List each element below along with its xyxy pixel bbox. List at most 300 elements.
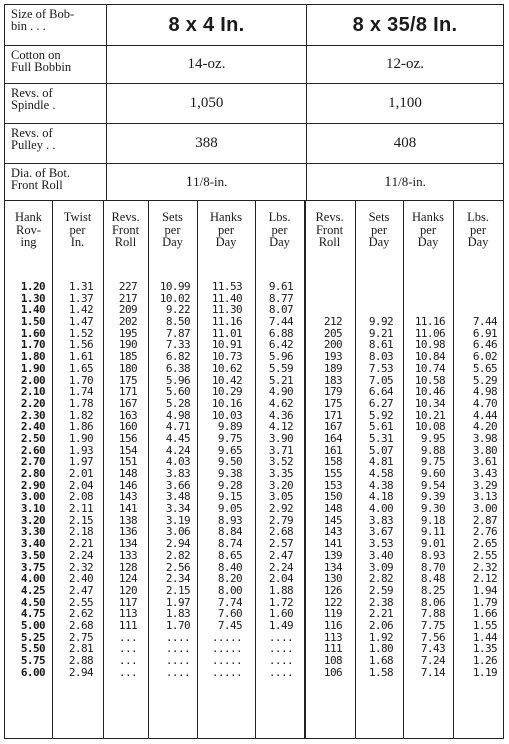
table-cell: 5.28 [165, 396, 190, 410]
col-hank-roving [7, 281, 45, 678]
table-cell: 2.10 [20, 385, 45, 399]
table-cell: 5.61 [368, 420, 393, 434]
table-cell: 6.27 [368, 396, 393, 410]
table-cell: 9.65 [217, 443, 242, 457]
table-cell: 9.28 [217, 478, 242, 492]
table-cell: 167 [118, 396, 137, 410]
table-cell: 1.56 [68, 338, 93, 352]
table-cell: 2.75 [68, 630, 93, 644]
table-cell: 4.00 [20, 572, 45, 586]
table-cell: 8.93 [217, 513, 242, 527]
table-cell: 1.80 [20, 350, 45, 364]
table-cell: .... [165, 665, 190, 679]
table-cell: 8.74 [217, 537, 242, 551]
col-lbs-b [455, 281, 497, 678]
table-cell: 8.20 [217, 572, 242, 586]
table-cell: 4.58 [368, 467, 393, 480]
table-cell: 3.66 [165, 478, 190, 492]
table-cell: 2.82 [165, 548, 190, 562]
table-cell: 1.78 [68, 396, 93, 410]
table-cell: 3.20 [268, 478, 293, 492]
bobbin-size-b: 8 x 3 5/8 In. [352, 13, 458, 36]
table-cell: 3.10 [20, 502, 45, 516]
table-cell: 3.30 [20, 525, 45, 539]
table-cell: 3.13 [472, 490, 497, 504]
header-row-pulley [5, 124, 503, 164]
table-cell: 11.16 [414, 315, 445, 329]
table-cell: 195 [118, 326, 137, 340]
col-revs-a [105, 281, 137, 678]
table-cell: 2.79 [268, 513, 293, 527]
table-cell: 11.06 [414, 326, 445, 340]
table-cell [357, 293, 393, 305]
table-cell: 150 [323, 490, 342, 504]
table-cell: 2.01 [68, 467, 93, 480]
table-cell: 1.90 [20, 361, 45, 375]
table-cell: 2.57 [268, 537, 293, 551]
table-cell: 1.97 [68, 455, 93, 469]
table-cell: 3.52 [268, 455, 293, 469]
table-cell: 1.70 [68, 373, 93, 387]
table-cell: 10.58 [414, 373, 445, 387]
table-cell: 126 [323, 583, 342, 597]
table-cell: 8.93 [420, 548, 445, 562]
table-cell: ..... [211, 630, 242, 644]
table-cell: 1.66 [472, 607, 497, 621]
table-cell: ... [118, 630, 137, 644]
table-cell: 4.18 [368, 490, 393, 504]
table-cell: 2.55 [68, 595, 93, 609]
table-cell: 122 [323, 595, 342, 609]
table-cell: 141 [118, 502, 137, 516]
table-cell: 145 [323, 513, 342, 527]
table-cell: 3.35 [268, 467, 293, 480]
table-cell: 7.75 [420, 618, 445, 632]
table-cell: 9.39 [420, 490, 445, 504]
table-cell: 4.98 [472, 385, 497, 399]
table-cell: 7.87 [165, 326, 190, 340]
table-cell: 1.97 [165, 595, 190, 609]
table-cell: 153 [323, 478, 342, 492]
pulley-b: 408 [393, 135, 417, 151]
col-divider [103, 201, 104, 738]
table-cell [455, 293, 497, 305]
table-cell: 10.73 [211, 350, 242, 364]
col-hanks-b [405, 281, 445, 678]
table-cell: 6.64 [368, 385, 393, 399]
col-header-sets-a: Sets per Day [162, 210, 183, 249]
table-cell: 3.90 [268, 431, 293, 445]
table-cell: 11.40 [211, 291, 242, 305]
table-cell: 10.02 [159, 291, 190, 305]
col-header-revs-b: Revs. Front Roll [315, 210, 344, 249]
table-cell: 134 [118, 537, 137, 551]
table-cell: 7.14 [420, 665, 445, 679]
table-cell: 7.43 [420, 642, 445, 656]
table-cell: 2.82 [368, 572, 393, 586]
table-cell: 3.00 [20, 490, 45, 504]
table-cell: 8.48 [420, 572, 445, 586]
table-cell: 6.46 [472, 338, 497, 352]
table-cell: 4.45 [165, 431, 190, 445]
table-cell: 175 [118, 373, 137, 387]
col-divider [148, 201, 149, 738]
table-cell: 2.40 [20, 420, 45, 434]
table-cell: 128 [118, 560, 137, 574]
table-cell: 8.50 [165, 315, 190, 329]
bobbin-size-a: 8 x 4 In. [107, 5, 307, 45]
table-cell: .... [165, 630, 190, 644]
table-cell: 2.06 [368, 618, 393, 632]
table-cell: 8.40 [217, 560, 242, 574]
table-cell: 2.88 [68, 654, 93, 667]
table-cell: 9.01 [420, 537, 445, 551]
table-cell: 5.31 [368, 431, 393, 445]
table-cell: 10.29 [211, 385, 242, 399]
table-cell: 2.55 [472, 548, 497, 562]
table-cell: 202 [118, 315, 137, 329]
table-cell: 1.70 [20, 338, 45, 352]
table-cell: 6.88 [268, 326, 293, 340]
table-cell: 2.08 [68, 490, 93, 504]
table-cell: 10.42 [211, 373, 242, 387]
table-cell: 1.79 [472, 595, 497, 609]
col-divider [355, 201, 356, 738]
table-cell: 3.40 [20, 537, 45, 551]
col-twist [55, 281, 93, 678]
table-cell: 6.00 [20, 665, 45, 679]
table-cell: 3.83 [368, 513, 393, 527]
table-cell: 2.94 [165, 537, 190, 551]
table-cell: 164 [323, 431, 342, 445]
table-cell [357, 281, 393, 293]
table-cell: 2.94 [68, 665, 93, 679]
table-cell: 4.24 [165, 443, 190, 457]
table-cell: 171 [118, 385, 137, 399]
table-cell [455, 281, 497, 293]
table-cell: 190 [118, 338, 137, 352]
table-cell: 134 [323, 560, 342, 574]
table-cell: 4.50 [20, 595, 45, 609]
table-cell: 1.86 [68, 420, 93, 434]
table-cell: 1.82 [68, 408, 93, 422]
table-cell: 3.00 [472, 502, 497, 516]
table-cell: 7.44 [472, 315, 497, 329]
table-cell: 7.56 [420, 630, 445, 644]
table-cell: 10.16 [211, 396, 242, 410]
table-cell: 124 [118, 572, 137, 586]
table-cell: 120 [118, 583, 137, 597]
table-cell: 227 [118, 280, 137, 293]
table-cell: 113 [118, 607, 137, 621]
table-cell: 3.53 [368, 537, 393, 551]
table-cell: 1.35 [472, 642, 497, 656]
table-cell: 2.47 [68, 583, 93, 597]
table-cell: 7.05 [368, 373, 393, 387]
table-cell: 11.53 [211, 280, 242, 293]
table-cell: 2.20 [20, 396, 45, 410]
table-cell: 205 [323, 326, 342, 340]
table-cell: 11.16 [211, 315, 242, 329]
table-cell: 1.80 [368, 642, 393, 656]
table-cell: 1.65 [68, 361, 93, 375]
table-cell: .... [165, 654, 190, 667]
table-cell: 9.21 [368, 326, 393, 340]
table-cell: 5.59 [268, 361, 293, 375]
table-cell: 5.25 [20, 630, 45, 644]
table-cell: 2.04 [68, 478, 93, 492]
table-cell: 4.90 [268, 385, 293, 399]
table-cell: 217 [118, 291, 137, 305]
cotton-b: 12-oz. [386, 56, 424, 72]
header-row-front-roll [5, 164, 503, 201]
table-cell: 3.98 [472, 431, 497, 445]
table-cell: 2.80 [20, 467, 45, 480]
table-cell: 1.42 [68, 303, 93, 317]
table-cell: 160 [118, 420, 137, 434]
table-cell: 138 [118, 513, 137, 527]
table-cell: 200 [323, 338, 342, 352]
table-cell: 1.93 [68, 443, 93, 457]
table-cell: 1.90 [68, 431, 93, 445]
table-cell: 7.24 [420, 654, 445, 667]
front-roll-a: 1 1/8-in. [107, 164, 307, 200]
table-cell: 2.56 [165, 560, 190, 574]
col-header-hank-roving: Hank Rov- ing [14, 210, 43, 249]
table-cell: 2.11 [68, 502, 93, 516]
table-cell: 1.60 [268, 607, 293, 621]
table-cell: 1.19 [472, 665, 497, 679]
table-cell: 1.44 [472, 630, 497, 644]
table-cell: 4.81 [368, 455, 393, 469]
table-cell: 154 [118, 443, 137, 457]
table-cell: 4.12 [268, 420, 293, 434]
col-header-hanks-a: Hanks per Day [210, 210, 242, 249]
table-cell: 9.54 [420, 478, 445, 492]
table-cell: 7.33 [165, 338, 190, 352]
table-cell: 151 [118, 455, 137, 469]
table-cell: 10.21 [414, 408, 445, 422]
table-cell: 3.19 [165, 513, 190, 527]
table-cell: 8.70 [420, 560, 445, 574]
table-cell: ... [118, 654, 137, 667]
table-cell: 1.60 [20, 326, 45, 340]
table-cell: 156 [118, 431, 137, 445]
table-cell: 2.40 [68, 572, 93, 586]
table-cell [306, 281, 342, 293]
table-cell: 2.32 [68, 560, 93, 574]
table-cell: 2.34 [165, 572, 190, 586]
table-cell: 5.29 [472, 373, 497, 387]
table-cell: 175 [323, 396, 342, 410]
table-cell: 4.62 [268, 396, 293, 410]
table-cell: 2.65 [472, 537, 497, 551]
table-cell: 2.90 [20, 478, 45, 492]
col-sets-a [150, 281, 190, 678]
table-cell: 139 [323, 548, 342, 562]
table-cell: 2.15 [165, 583, 190, 597]
table-cell: 2.38 [368, 595, 393, 609]
col-sets-b [357, 281, 393, 678]
table-cell: 4.38 [368, 478, 393, 492]
table-cell: 2.50 [20, 431, 45, 445]
table-cell: 2.62 [68, 607, 93, 621]
table-cell: 179 [323, 385, 342, 399]
table-cell: .... [268, 654, 293, 667]
table-cell: 1.20 [20, 280, 45, 293]
table-cell: 1.83 [165, 607, 190, 621]
col-revs-b [306, 281, 342, 678]
table-cell: 119 [323, 607, 342, 621]
table-cell: 7.88 [420, 607, 445, 621]
table-cell: 1.74 [68, 385, 93, 399]
table-cell: 111 [323, 642, 342, 656]
table-cell: 1.47 [68, 315, 93, 329]
spindle-b: 1,100 [388, 95, 422, 111]
col-divider [197, 201, 198, 738]
table-cell: 3.29 [472, 478, 497, 492]
table-cell: 1.61 [68, 350, 93, 364]
table-cell: 9.75 [217, 431, 242, 445]
pulley-label: Revs. of Pulley . . [5, 124, 107, 163]
table-cell: 6.42 [268, 338, 293, 352]
table-cell: 3.67 [368, 525, 393, 539]
table-cell: 116 [323, 618, 342, 632]
table-cell: 8.00 [217, 583, 242, 597]
table-cell: 4.70 [472, 396, 497, 410]
table-cell: ... [118, 665, 137, 679]
table-cell: 4.71 [165, 420, 190, 434]
col-header-sets-b: Sets per Day [368, 210, 390, 249]
table-cell: 2.81 [68, 642, 93, 656]
table-cell: 6.38 [165, 361, 190, 375]
table-cell: 9.18 [420, 513, 445, 527]
col-header-twist: Twist per In. [63, 210, 92, 249]
table-cell: 7.45 [217, 618, 242, 632]
table-cell: 1.92 [368, 630, 393, 644]
table-cell [405, 293, 445, 305]
bobbin-size-label: Size of Bob- bin . . . [5, 5, 107, 45]
table-cell: 136 [118, 525, 137, 539]
table-cell: 3.48 [165, 490, 190, 504]
table-cell: 5.07 [368, 443, 393, 457]
table-cell: 9.15 [217, 490, 242, 504]
table-cell: ..... [211, 665, 242, 679]
table-cell: 141 [323, 537, 342, 551]
table-cell: 113 [323, 630, 342, 644]
table-cell: 1.72 [268, 595, 293, 609]
table-cell: 5.92 [368, 408, 393, 422]
table-cell: 148 [118, 467, 137, 480]
spindle-label: Revs. of Spindle . [5, 84, 107, 123]
table-cell: ... [118, 642, 137, 656]
table-cell: 2.70 [20, 455, 45, 469]
table-cell: 9.75 [420, 455, 445, 469]
table-cell: 9.92 [368, 315, 393, 329]
table-cell: 11.01 [211, 326, 242, 340]
col-lbs-a [257, 281, 293, 678]
table-cell: 9.60 [420, 467, 445, 480]
table-cell: .... [165, 642, 190, 656]
table-cell: 3.75 [20, 560, 45, 574]
table-cell: 155 [323, 467, 342, 480]
table-cell: 1.88 [268, 583, 293, 597]
table-cell: 7.60 [217, 607, 242, 621]
table-cell: 193 [323, 350, 342, 364]
table-cell: 2.47 [268, 548, 293, 562]
table-cell: 8.61 [368, 338, 393, 352]
table-cell [306, 293, 342, 305]
table-cell: 8.07 [268, 303, 293, 317]
table-cell: 2.24 [268, 560, 293, 574]
table-cell: ..... [211, 654, 242, 667]
table-cell: 7.53 [368, 361, 393, 375]
col-divider [52, 201, 53, 738]
table-cell: 7.44 [268, 315, 293, 329]
table-cell: 3.40 [368, 548, 393, 562]
col-header-lbs-b: Lbs. per Day [467, 210, 489, 249]
table-cell: 1.30 [20, 291, 45, 305]
table-cell: 8.03 [368, 350, 393, 364]
table-cell: 3.20 [20, 513, 45, 527]
col-divider [403, 201, 404, 738]
table-cell: 3.43 [472, 467, 497, 480]
cotton-label: Cotton on Full Bobbin [5, 46, 107, 83]
col-divider [453, 201, 454, 738]
table-cell: 143 [118, 490, 137, 504]
table-cell: 2.21 [68, 537, 93, 551]
table-cell: 9.11 [420, 525, 445, 539]
table-cell: 8.77 [268, 291, 293, 305]
table-cell: 8.06 [420, 595, 445, 609]
table-cell: 2.21 [368, 607, 393, 621]
table-cell: 2.12 [472, 572, 497, 586]
table-cell: 5.96 [268, 350, 293, 364]
table-cell: 4.36 [268, 408, 293, 422]
table-cell: 1.26 [472, 654, 497, 667]
table-cell: 189 [323, 361, 342, 375]
table-cell: .... [268, 642, 293, 656]
table-cell: 6.82 [165, 350, 190, 364]
table-cell: 2.68 [268, 525, 293, 539]
table-cell: 106 [323, 665, 342, 679]
table-cell: .... [268, 665, 293, 679]
table-cell: 6.91 [472, 326, 497, 340]
table-cell: 8.25 [420, 583, 445, 597]
table-cell: 1.52 [68, 326, 93, 340]
table-cell: 9.61 [268, 280, 293, 293]
table-cell: 9.38 [217, 467, 242, 480]
table-cell: 5.96 [165, 373, 190, 387]
table-cell: 3.09 [368, 560, 393, 574]
table-cell: 171 [323, 408, 342, 422]
table-cell: 2.87 [472, 513, 497, 527]
table-cell: 10.98 [414, 338, 445, 352]
table-cell: 130 [323, 572, 342, 586]
table-cell: 146 [118, 478, 137, 492]
table-cell: .... [268, 630, 293, 644]
table-cell: 4.98 [165, 408, 190, 422]
table-cell: 3.80 [472, 443, 497, 457]
table-cell: 3.83 [165, 467, 190, 480]
table-cell: 4.03 [165, 455, 190, 469]
table-cell: 4.00 [368, 502, 393, 516]
table-cell: 10.99 [159, 280, 190, 293]
table-cell: 5.21 [268, 373, 293, 387]
table-cell: 1.50 [20, 315, 45, 329]
table-cell: 5.75 [20, 654, 45, 667]
table-cell: 3.05 [268, 490, 293, 504]
